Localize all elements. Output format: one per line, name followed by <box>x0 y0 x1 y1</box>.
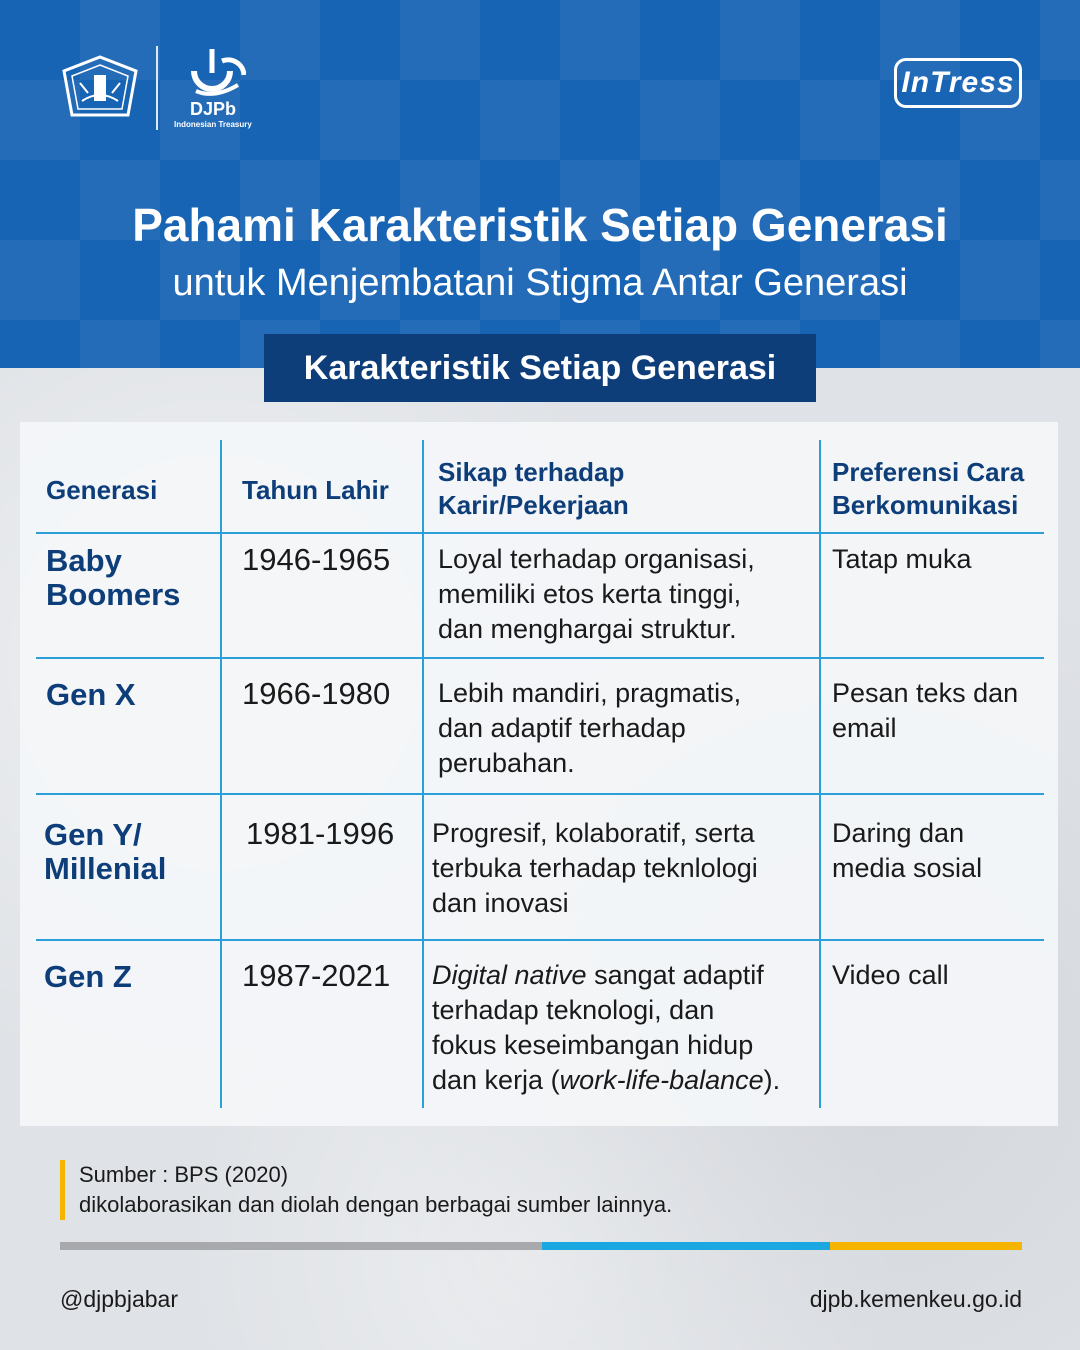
generation-name-line: Gen Z <box>44 959 132 994</box>
row-baby-boomers-generation <box>46 544 180 612</box>
section-label: Karakteristik Setiap Generasi <box>264 334 816 402</box>
header-pref-line: Berkomunikasi <box>832 490 1019 520</box>
sikap-text: dan kerja ( <box>432 1065 560 1095</box>
row-gen-z-generation <box>44 960 132 994</box>
row-gen-z-sikap <box>432 958 780 1098</box>
sikap-line: dan menghargai struktur. <box>438 614 737 644</box>
row-divider <box>36 939 1044 941</box>
row-gen-x-year: 1966-1980 <box>242 676 391 711</box>
row-gen-z-year: 1987-2021 <box>242 958 391 993</box>
row-divider <box>36 532 1044 534</box>
header-generasi: Generasi <box>46 475 158 505</box>
djpb-name: DJPb <box>190 99 237 119</box>
sikap-line: Lebih mandiri, pragmatis, <box>438 678 742 708</box>
social-handle[interactable]: @djpbjabar <box>60 1286 178 1312</box>
sikap-text: sangat adaptif <box>586 960 764 990</box>
header-tahun-lahir: Tahun Lahir <box>242 475 389 505</box>
row-baby-boomers-pref <box>832 542 972 577</box>
sikap-line: fokus keseimbangan hidup <box>432 1030 754 1060</box>
sikap-line: dan inovasi <box>432 888 569 918</box>
row-divider <box>36 793 1044 795</box>
sikap-line <box>432 958 780 993</box>
pref-line: Video call <box>832 960 949 990</box>
column-divider <box>422 440 424 1108</box>
header-sikap-line: Karir/Pekerjaan <box>438 490 629 520</box>
sikap-line: terhadap teknologi, dan <box>432 995 715 1025</box>
generation-name-line: Millenial <box>44 851 167 886</box>
intress-logo: InTress <box>894 58 1022 108</box>
sikap-line: Loyal terhadap organisasi, <box>438 544 755 574</box>
sikap-text: ). <box>763 1065 781 1095</box>
kemenkeu-emblem-icon <box>56 53 144 123</box>
row-divider <box>36 657 1044 659</box>
djpb-logo <box>174 47 252 129</box>
pref-line: Tatap muka <box>832 544 972 574</box>
row-gen-y-sikap <box>432 816 758 921</box>
pref-line: Pesan teks dan <box>832 678 1019 708</box>
row-gen-x-generation <box>46 678 136 712</box>
color-bar-blue <box>542 1242 830 1250</box>
sikap-line <box>432 1063 780 1098</box>
generation-name-line: Gen X <box>46 677 136 712</box>
djpb-subtitle: Indonesian Treasury <box>174 120 252 129</box>
header-sikap <box>438 456 629 522</box>
pref-line: email <box>832 713 897 743</box>
pref-line: media sosial <box>832 853 983 883</box>
generation-name-line: Gen Y/ <box>44 817 142 852</box>
sikap-line: memiliki etos kerta tinggi, <box>438 579 742 609</box>
header-sikap-line: Sikap terhadap <box>438 457 625 487</box>
sikap-line: terbuka terhadap teknlologi <box>432 853 758 883</box>
page-subtitle: untuk Menjembatani Stigma Antar Generasi <box>172 262 908 304</box>
pref-line: Daring dan <box>832 818 965 848</box>
djpb-mark-icon <box>182 47 246 101</box>
header-preferensi <box>832 456 1024 522</box>
source-line: Sumber : BPS (2020) <box>79 1162 289 1187</box>
logo-divider <box>156 46 158 130</box>
source-note <box>60 1160 672 1220</box>
row-baby-boomers-year: 1946-1965 <box>242 542 391 577</box>
source-line: dikolaborasikan dan diolah dengan berbagai sumber lainnya. <box>79 1192 673 1217</box>
generation-table <box>20 422 1058 1126</box>
sikap-line: Progresif, kolaboratif, serta <box>432 818 755 848</box>
color-bar-yellow <box>830 1242 1022 1250</box>
sikap-line: perubahan. <box>438 748 575 778</box>
row-gen-x-pref <box>832 676 1018 746</box>
sikap-italic: work-life-balance <box>559 1065 764 1095</box>
sikap-italic: Digital native <box>432 960 587 990</box>
sikap-line: dan adaptif terhadap <box>438 713 686 743</box>
logo-group <box>56 46 252 130</box>
row-baby-boomers-sikap <box>438 542 755 647</box>
row-gen-x-sikap <box>438 676 741 781</box>
color-bar-gray <box>60 1242 542 1250</box>
header-pref-line: Preferensi Cara <box>832 457 1025 487</box>
generation-name-line: Boomers <box>46 577 181 612</box>
generation-name-line: Baby <box>46 543 122 578</box>
column-divider <box>220 440 222 1108</box>
page-title: Pahami Karakteristik Setiap Generasi <box>132 199 948 251</box>
row-gen-y-year: 1981-1996 <box>246 816 395 851</box>
website-link[interactable]: djpb.kemenkeu.go.id <box>809 1286 1022 1312</box>
column-divider <box>819 440 821 1108</box>
row-gen-z-pref <box>832 958 949 993</box>
row-gen-y-generation <box>44 818 166 886</box>
row-gen-y-pref <box>832 816 982 886</box>
